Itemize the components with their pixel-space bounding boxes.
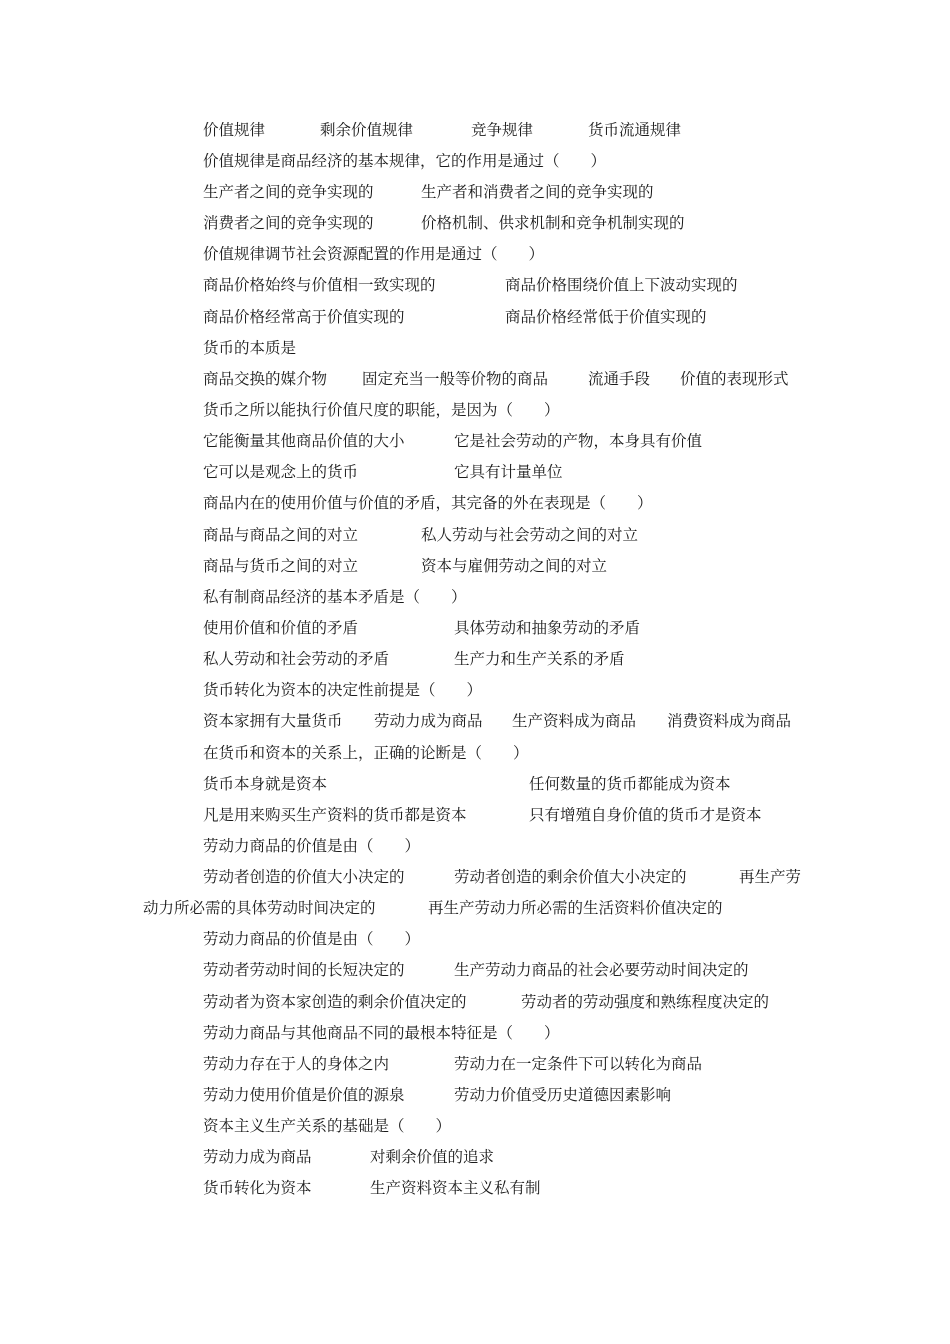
text-segment: 商品与商品之间的对立 [203,526,359,544]
text-segment: 价值规律是商品经济的基本规律，它的作用是通过（ ） [203,152,607,170]
text-segment: 它能衡量其他商品价值的大小 [203,432,405,450]
text-segment: 具体劳动和抽象劳动的矛盾 [454,619,641,637]
text-segment: 在货币和资本的关系上，正确的论断是（ ） [203,744,529,762]
text-segment: 它可以是观念上的货币 [203,463,359,481]
text-segment: 价值规律 [203,121,266,139]
text-segment: 货币转化为资本的决定性前提是（ ） [203,681,483,699]
text-segment: 资本主义生产关系的基础是（ ） [203,1117,452,1135]
text-segment: 剩余价值规律 [320,121,414,139]
text-segment: 劳动力商品的价值是由（ ） [203,837,421,855]
text-segment: 劳动力在一定条件下可以转化为商品 [454,1055,703,1073]
text-segment: 商品交换的媒介物 [203,370,328,388]
text-segment: 使用价值和价值的矛盾 [203,619,359,637]
text-segment: 货币流通规律 [588,121,682,139]
text-segment: 劳动力商品的价值是由（ ） [203,930,421,948]
text-segment: 劳动者创造的剩余价值大小决定的 [454,868,687,886]
text-segment: 货币转化为资本 [203,1179,312,1197]
text-segment: 只有增殖自身价值的货币才是资本 [529,806,762,824]
text-segment: 劳动者的劳动强度和熟练程度决定的 [521,993,770,1011]
text-segment: 商品价格经常低于价值实现的 [505,308,707,326]
text-segment: 价格机制、供求机制和竞争机制实现的 [421,214,685,232]
text-segment: 劳动力商品与其他商品不同的最根本特征是（ ） [203,1024,560,1042]
text-segment: 劳动力价值受历史道德因素影响 [454,1086,672,1104]
text-segment: 商品内在的使用价值与价值的矛盾，其完备的外在表现是（ ） [203,494,653,512]
text-segment: 动力所必需的具体劳动时间决定的 [143,899,376,917]
text-segment: 任何数量的货币都能成为资本 [529,775,731,793]
text-segment: 固定充当一般等价物的商品 [362,370,549,388]
text-segment: 劳动者劳动时间的长短决定的 [203,961,405,979]
text-segment: 资本家拥有大量货币 [203,712,343,730]
text-segment: 消费者之间的竞争实现的 [203,214,374,232]
text-segment: 劳动力存在于人的身体之内 [203,1055,390,1073]
text-segment: 它具有计量单位 [454,463,563,481]
text-segment: 资本与雇佣劳动之间的对立 [421,557,608,575]
text-segment: 流通手段 [588,370,651,388]
text-segment: 生产资料资本主义私有制 [370,1179,541,1197]
text-segment: 劳动者创造的价值大小决定的 [203,868,405,886]
text-segment: 劳动者为资本家创造的剩余价值决定的 [203,993,467,1011]
text-segment: 私人劳动与社会劳动之间的对立 [421,526,639,544]
text-segment: 货币本身就是资本 [203,775,328,793]
text-segment: 价值规律调节社会资源配置的作用是通过（ ） [203,245,545,263]
text-segment: 对剩余价值的追求 [370,1148,495,1166]
text-segment: 再生产劳动力所必需的生活资料价值决定的 [428,899,723,917]
text-segment: 凡是用来购买生产资料的货币都是资本 [203,806,467,824]
text-segment: 货币的本质是 [203,339,297,357]
text-segment: 货币之所以能执行价值尺度的职能，是因为（ ） [203,401,560,419]
text-segment: 私有制商品经济的基本矛盾是（ ） [203,588,467,606]
text-segment: 商品价格始终与价值相一致实现的 [203,276,436,294]
text-segment: 商品价格经常高于价值实现的 [203,308,405,326]
text-segment: 它是社会劳动的产物，本身具有价值 [454,432,703,450]
text-segment: 竞争规律 [471,121,534,139]
text-segment: 劳动力成为商品 [374,712,483,730]
text-segment: 再生产劳 [739,868,802,886]
text-segment: 商品价格围绕价值上下波动实现的 [505,276,738,294]
text-segment: 劳动力成为商品 [203,1148,312,1166]
text-segment: 劳动力使用价值是价值的源泉 [203,1086,405,1104]
text-segment: 私人劳动和社会劳动的矛盾 [203,650,390,668]
text-segment: 商品与货币之间的对立 [203,557,359,575]
text-segment: 价值的表现形式 [680,370,789,388]
text-segment: 生产者之间的竞争实现的 [203,183,374,201]
text-segment: 生产者和消费者之间的竞争实现的 [421,183,654,201]
text-segment: 生产劳动力商品的社会必要劳动时间决定的 [454,961,749,979]
text-segment: 生产力和生产关系的矛盾 [454,650,625,668]
text-segment: 消费资料成为商品 [667,712,792,730]
text-segment: 生产资料成为商品 [512,712,637,730]
